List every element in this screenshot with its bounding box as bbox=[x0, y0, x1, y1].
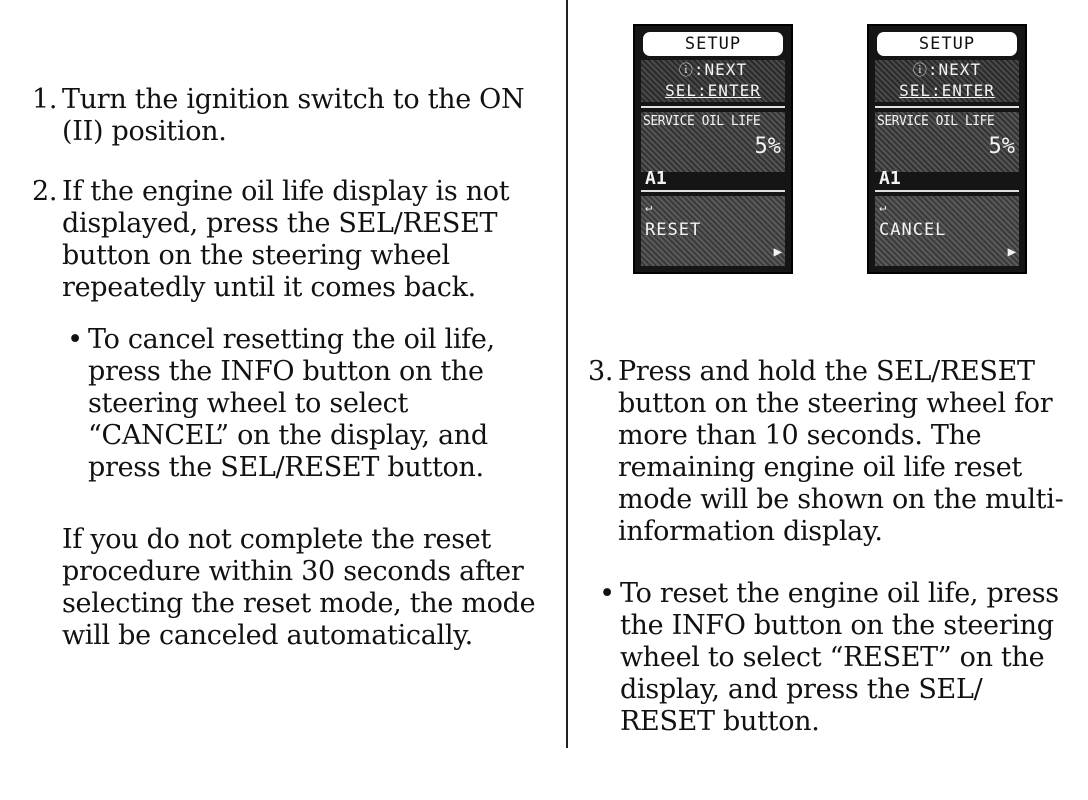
step-1 bbox=[32, 84, 542, 148]
info-button-icon: ⓘ bbox=[912, 63, 928, 79]
display-nav: ⓘ:NEXT SEL:ENTER bbox=[641, 60, 785, 102]
nav-enter: SEL:ENTER bbox=[899, 81, 995, 100]
action-panel bbox=[641, 196, 785, 266]
step-number: 1. bbox=[32, 84, 58, 115]
reset-small-icon: ↵ bbox=[879, 200, 887, 214]
info-button-icon: ⓘ bbox=[678, 63, 694, 79]
maintenance-code: A1 bbox=[645, 168, 667, 189]
bullet-text: To cancel resetting the oil life, press the INFO button on the steering wheel to select “CANCEL” on the display, and press the SEL/RESET button. bbox=[88, 324, 495, 483]
action-label: RESET bbox=[645, 220, 702, 240]
oil-life-label: SERVICE OIL LIFE bbox=[877, 114, 995, 129]
step-3 bbox=[588, 356, 1068, 548]
triangle-right-icon: ▶ bbox=[773, 244, 782, 260]
reset-small-icon: ↵ bbox=[645, 200, 653, 214]
display-rule bbox=[641, 106, 785, 108]
step-text: Turn the ignition switch to the ON (II) position. bbox=[62, 84, 525, 147]
triangle-right-icon: ▶ bbox=[1007, 244, 1016, 260]
step-text: If the engine oil life display is not displayed, press the SEL/RESET button on the steering wheel repeatedly until it comes back. bbox=[62, 176, 510, 303]
oil-life-panel bbox=[641, 112, 785, 172]
action-panel bbox=[875, 196, 1019, 266]
display-rule bbox=[641, 190, 785, 192]
step-2 bbox=[32, 176, 542, 304]
timeout-note: If you do not complete the reset procedure within 30 seconds after selecting the reset mode, the mode will be canceled automatically. bbox=[62, 524, 536, 651]
display-header: SETUP bbox=[643, 32, 783, 56]
oil-life-value: 5% bbox=[754, 134, 781, 159]
column-divider bbox=[566, 0, 568, 748]
display-reset bbox=[633, 24, 793, 274]
right-column bbox=[588, 356, 1068, 778]
reset-bullet bbox=[594, 578, 1068, 738]
left-column bbox=[32, 84, 542, 652]
action-label: CANCEL bbox=[879, 220, 947, 240]
bullet-dot: • bbox=[67, 324, 83, 355]
oil-life-value: 5% bbox=[988, 134, 1015, 159]
step-number: 3. bbox=[588, 356, 614, 387]
display-rule bbox=[875, 190, 1019, 192]
display-rule bbox=[875, 106, 1019, 108]
step-text: Press and hold the SEL/RESET button on the steering wheel for more than 10 seconds. The remaining engine oil life reset mode will be shown on the multi-information display. bbox=[618, 356, 1064, 547]
cancel-bullet bbox=[62, 324, 542, 484]
bullet-dot: • bbox=[599, 578, 615, 609]
nav-enter: SEL:ENTER bbox=[665, 81, 761, 100]
oil-life-panel bbox=[875, 112, 1019, 172]
step-number: 2. bbox=[32, 176, 58, 207]
display-header: SETUP bbox=[877, 32, 1017, 56]
display-nav: ⓘ:NEXT SEL:ENTER bbox=[875, 60, 1019, 102]
bullet-text: To reset the engine oil life, press the INFO button on the steering wheel to select “RESET” on the display, and press the SEL/ RESET button. bbox=[620, 578, 1059, 737]
maintenance-code: A1 bbox=[879, 168, 901, 189]
display-cancel bbox=[867, 24, 1027, 274]
oil-life-label: SERVICE OIL LIFE bbox=[643, 114, 761, 129]
